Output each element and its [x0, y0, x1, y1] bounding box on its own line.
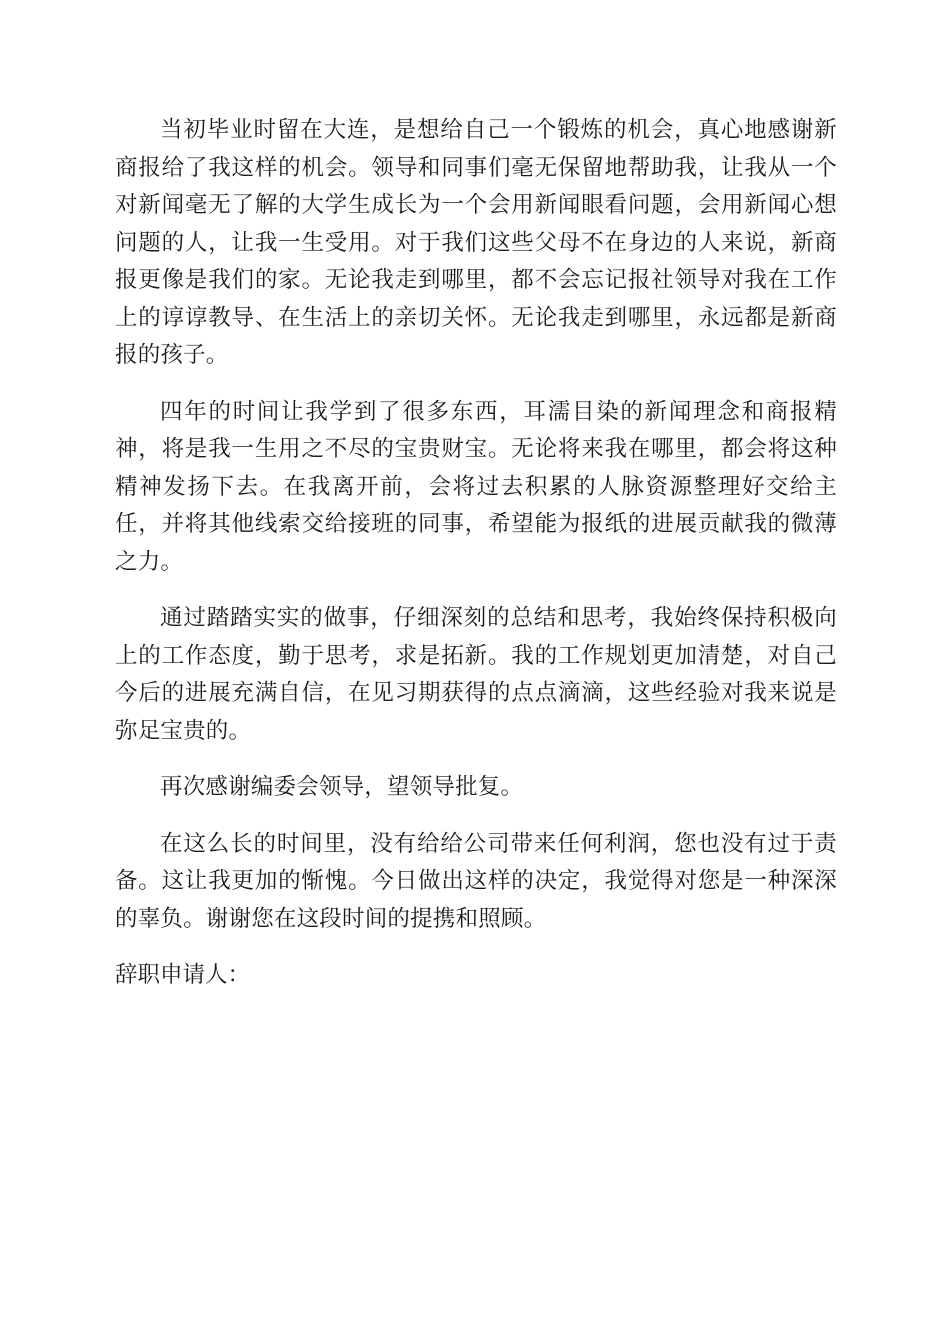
paragraph-2: 四年的时间让我学到了很多东西，耳濡目染的新闻理念和商报精神，将是我一生用之不尽的宝贵财宝。无论将来我在哪里，都会将这种精神发扬下去。在我离开前，会将过去积累的人脉资源整理好交给主任，并将其他线索交给接班的同事，希望能为报纸的进展贡献我的微薄之力。: [115, 398, 837, 575]
signature-label: 辞职申请人：: [115, 962, 251, 988]
document-body: [115, 112, 837, 995]
paragraph-4: 再次感谢编委会领导，望领导批复。: [160, 774, 524, 800]
paragraph-1: 当初毕业时留在大连，是想给自己一个锻炼的机会，真心地感谢新商报给了我这样的机会。领导和同事们毫无保留地帮助我，让我从一个对新闻毫无了解的大学生成长为一个会用新闻眼看问题，会用新闻心想问题的人，让我一生受用。对于我们这些父母不在身边的人来说，新商报更像是我们的家。无论我走到哪里，都不会忘记报社领导对我在工作上的谆谆教导、在生活上的亲切关怀。无论我走到哪里，永远都是新商报的孩子。: [115, 117, 837, 368]
paragraph-5: 在这么长的时间里，没有给给公司带来任何利润，您也没有过于责备。这让我更加的惭愧。今日做出这样的决定，我觉得对您是一种深深的辜负。谢谢您在这段时间的提携和照顾。: [115, 830, 837, 932]
paragraph-3: 通过踏踏实实的做事，仔细深刻的总结和思考，我始终保持积极向上的工作态度，勤于思考，求是拓新。我的工作规划更加清楚，对自己今后的进展充满自信，在见习期获得的点点滴滴，这些经验对我来说是弥足宝贵的。: [115, 605, 837, 744]
